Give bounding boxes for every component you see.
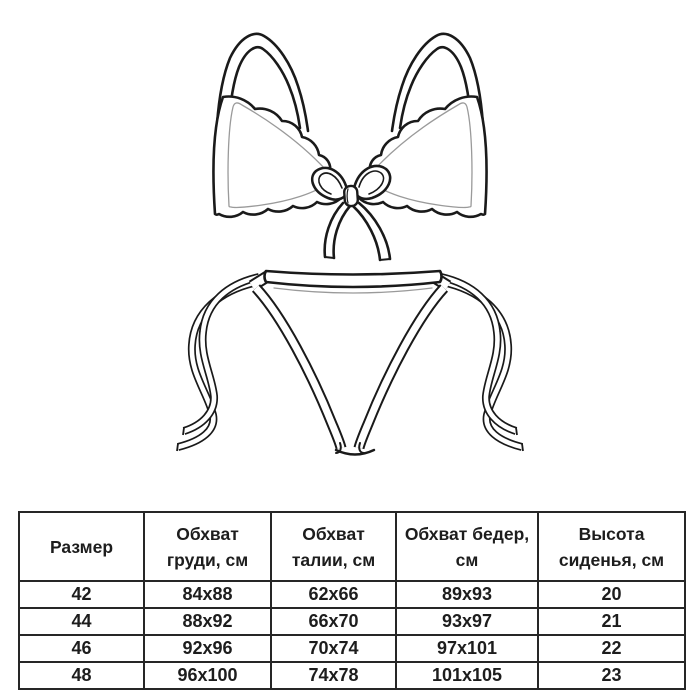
ribbon-tip-cut <box>177 444 178 452</box>
ribbon-tip-cut <box>183 428 184 436</box>
bow-tail-right-end <box>380 259 390 260</box>
table-row <box>19 608 685 635</box>
table-cell: 74x78 <box>271 662 396 689</box>
bow-tail-left-end <box>325 257 334 258</box>
table-cell: 89x93 <box>396 581 538 608</box>
table-cell: 23 <box>538 662 685 689</box>
bow <box>312 166 390 260</box>
table-cell: 92x96 <box>144 635 271 662</box>
header-line: Высота <box>578 523 645 544</box>
bow-tail-right <box>353 206 380 260</box>
col-header-size <box>19 512 144 581</box>
table-cell: 93x97 <box>396 608 538 635</box>
header-line: сиденья, см <box>558 549 665 570</box>
table-cell: 62x66 <box>271 581 396 608</box>
table-cell: 88x92 <box>144 608 271 635</box>
waistband-seam-line <box>274 288 432 293</box>
bikini-bottom-right-half <box>359 276 523 453</box>
header-line: Обхват бедер, <box>404 523 530 544</box>
bikini-bottom-drawing <box>177 271 523 455</box>
header-line: груди, см <box>166 549 249 570</box>
table-cell: 46 <box>19 635 144 662</box>
header-line: Размер <box>49 536 114 557</box>
table-row <box>19 581 685 608</box>
table-cell: 101x105 <box>396 662 538 689</box>
table-cell: 44 <box>19 608 144 635</box>
table-cell: 22 <box>538 635 685 662</box>
col-header-hips <box>396 512 538 581</box>
cup-outline <box>214 97 343 217</box>
table-cell: 48 <box>19 662 144 689</box>
table-cell: 70x74 <box>271 635 396 662</box>
table-cell: 21 <box>538 608 685 635</box>
col-header-chest <box>144 512 271 581</box>
table-header-row <box>19 512 685 581</box>
waistband <box>265 271 442 287</box>
side-tie-ribbon <box>178 282 258 447</box>
header-line: см <box>455 549 479 570</box>
table-cell: 42 <box>19 581 144 608</box>
table-row <box>19 635 685 662</box>
col-header-waist <box>271 512 396 581</box>
header-line: талии, см <box>291 549 376 570</box>
table-cell: 84x88 <box>144 581 271 608</box>
bikini-top-drawing <box>214 34 487 260</box>
table-cell: 97x101 <box>396 635 538 662</box>
header-line: Обхват <box>302 523 365 544</box>
table-row <box>19 662 685 689</box>
header-line: Обхват <box>176 523 239 544</box>
bikini-bottom-left-half <box>177 276 341 453</box>
bow-tail-right <box>359 203 390 259</box>
crotch-edge <box>336 450 374 455</box>
col-header-seat-height <box>538 512 685 581</box>
size-table <box>18 511 686 690</box>
bow-knot <box>344 186 358 207</box>
table-cell: 96x100 <box>144 662 271 689</box>
table-cell: 20 <box>538 581 685 608</box>
table-cell: 66x70 <box>271 608 396 635</box>
